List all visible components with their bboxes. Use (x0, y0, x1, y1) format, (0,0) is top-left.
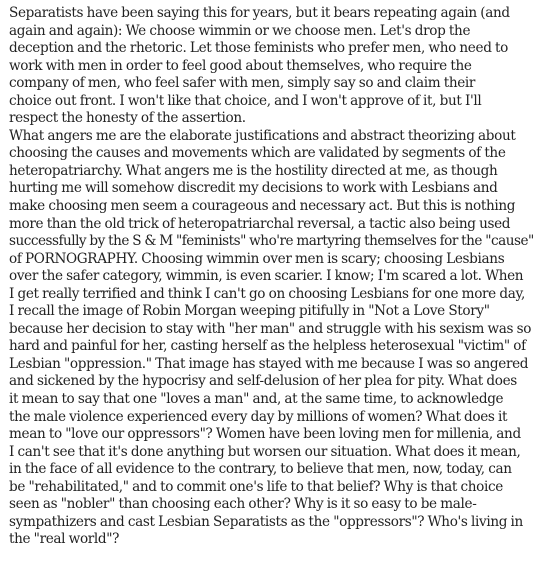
text-line: the "real world"? (9, 531, 120, 548)
text-line: more than the old trick of heteropatriarchal reversal, a tactic also being used (9, 215, 511, 232)
text-line: in the face of all evidence to the contrary, to believe that men, now, today, can (9, 461, 512, 478)
text-line: mean to "love our oppressors"? Women have been loving men for millenia, and (9, 426, 521, 443)
text-line: again and again): We choose wimmin or we choose men. Let's drop the (9, 22, 471, 39)
text-line: What angers me are the elaborate justifications and abstract theorizing about (9, 127, 516, 144)
text-line: seen as "nobler" than choosing each other? Why is it so easy to be male- (9, 496, 477, 513)
text-line: choice out front. I won't like that choice, and I won't approve of it, but I'll (9, 92, 482, 109)
text-line: it mean to say that one "loves a man" and, at the same time, to acknowledge (9, 391, 504, 408)
text-line: over the safer category, wimmin, is even scarier. I know; I'm scared a lot. When (9, 268, 524, 285)
text-line: deception and the rhetoric. Let those feminists who prefer men, who need to (9, 40, 508, 57)
text-line: I can't see that it's done anything but worsen our situation. What does it mean, (9, 443, 521, 460)
text-line: Separatists have been saying this for years, but it bears repeating again (and (9, 5, 510, 21)
text-line: Lesbian "oppression." That image has stayed with me because I was so angered (9, 355, 529, 372)
text-line: make choosing men seem a courageous and necessary act. But this is nothing (9, 198, 516, 215)
text-line: respect the honesty of the assertion. (9, 110, 246, 127)
text-line: hurting me will somehow discredit my decisions to work with Lesbians and (9, 180, 498, 197)
text-line: and sickened by the hypocrisy and self-delusion of her plea for pity. What does (9, 373, 517, 390)
paragraph-1 (9, 5, 537, 128)
text-line: company of men, who feel safer with men, simply say so and claim their (9, 75, 476, 92)
text-line: successfully by the S & M "feminists" who're martyring themselves for the "cause" (9, 233, 534, 250)
text-line: I recall the image of Robin Morgan weeping pitifully in "Not a Love Story" (9, 303, 490, 320)
text-line: choosing the causes and movements which are validated by segments of the (9, 145, 506, 162)
text-line: work with men in order to feel good about themselves, who require the (9, 57, 472, 74)
paragraph-2 (9, 128, 537, 549)
document-page (9, 5, 537, 549)
text-line: hard and painful for her, casting herself as the helpless heterosexual "victim" of (9, 338, 526, 355)
text-line: be "rehabilitated," and to commit one's life to that belief? Why is that choice (9, 478, 503, 495)
text-line: the male violence experienced every day by millions of women? What does it (9, 408, 508, 425)
text-line: of PORNOGRAPHY. Choosing wimmin over men is scary; choosing Lesbians (9, 250, 505, 267)
text-line: because her decision to stay with "her man" and struggle with his sexism was so (9, 320, 532, 337)
text-line: sympathizers and cast Lesbian Separatists as the "oppressors"? Who's living in (9, 513, 523, 530)
text-line: heteropatriarchy. What angers me is the hostility directed at me, as though (9, 162, 498, 179)
text-line: I get really terrified and think I can't go on choosing Lesbians for one more day, (9, 285, 525, 302)
